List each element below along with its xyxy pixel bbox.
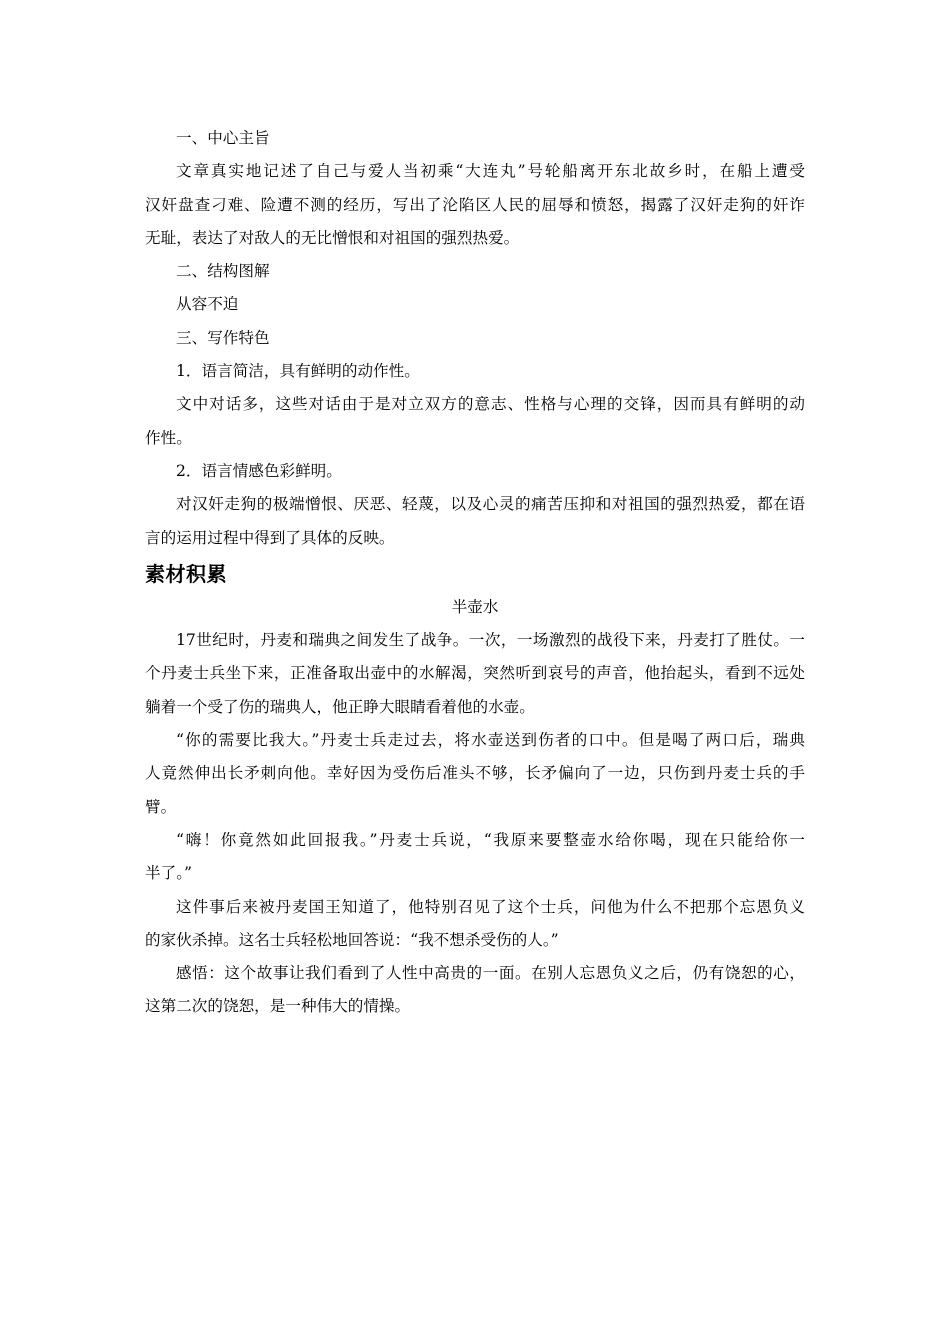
- paragraph-line: 的家伙杀掉。这名士兵轻松地回答说：“我不想杀受伤的人。”: [145, 930, 559, 949]
- paragraph-line: 无耻，表达了对敌人的无比憎恨和对祖国的强烈热爱。: [145, 228, 520, 247]
- story-paragraph-4: [145, 891, 805, 958]
- paragraph-line: 言的运用过程中得到了具体的反映。: [145, 528, 395, 547]
- paragraph-line: 个丹麦士兵坐下来，正准备取出壶中的水解渴，突然听到哀号的声音，他抬起头，看到不远处: [145, 664, 805, 683]
- paragraph-line: 臂。: [145, 797, 177, 816]
- paragraph-line: 感悟：这个故事让我们看到了人性中高贵的一面。在别人忘恩负义之后，仍有饶恕的心，: [176, 964, 805, 983]
- story-paragraph-3: [145, 824, 805, 891]
- material-section-heading: 素材积累: [145, 561, 227, 586]
- story-paragraph-1: [145, 624, 805, 724]
- paragraph-line: 人竟然伸出长矛刺向他。幸好因为受伤后准头不够，长矛偏向了一边，只伤到丹麦士兵的手: [145, 764, 805, 783]
- paragraph-line: 文中对话多，这些对话由于是对立双方的意志、性格与心理的交锋，因而具有鲜明的动: [176, 395, 805, 414]
- structure-text: 从容不迫: [176, 295, 239, 314]
- paragraph-line: 半了。”: [145, 864, 192, 883]
- section-heading-writing-features: 三、写作特色: [176, 328, 270, 347]
- paragraph-line: 这第二次的饶恕，是一种伟大的情操。: [145, 997, 411, 1016]
- central-idea-paragraph: [145, 155, 805, 255]
- feature-point-1-title: 1．语言简洁，具有鲜明的动作性。: [176, 362, 420, 381]
- paragraph-line: 躺着一个受了伤的瑞典人，他正睁大眼睛看着他的水壶。: [145, 697, 535, 716]
- paragraph-line: 17世纪时，丹麦和瑞典之间发生了战争。一次，一场激烈的战役下来，丹麦打了胜仗。一: [176, 631, 805, 650]
- paragraph-line: 对汉奸走狗的极端憎恨、厌恶、轻蔑，以及心灵的痛苦压抑和对祖国的强烈热爱，都在语: [176, 495, 805, 514]
- feature-point-2-title: 2．语言情感色彩鲜明。: [176, 461, 342, 480]
- paragraph-line: 汉奸盘查刁难、险遭不测的经历，写出了沦陷区人民的屈辱和愤怒，揭露了汉奸走狗的奸诈: [145, 195, 805, 214]
- document-content: [145, 122, 805, 1024]
- paragraph-line: 这件事后来被丹麦国王知道了，他特别召见了这个士兵，问他为什么不把那个忘恩负义: [176, 897, 805, 916]
- paragraph-line: “你的需要比我大。”丹麦士兵走过去，将水壶送到伤者的口中。但是喝了两口后，瑞典: [176, 731, 805, 750]
- section-heading-structure: 二、结构图解: [176, 262, 270, 281]
- paragraph-line: 作性。: [145, 428, 192, 447]
- paragraph-line: 文章真实地记述了自己与爱人当初乘“大连丸”号轮船离开东北故乡时，在船上遭受: [176, 162, 805, 181]
- story-insight-paragraph: [145, 957, 805, 1024]
- feature-point-2-paragraph: [145, 488, 805, 555]
- story-title: 半壶水: [451, 597, 499, 616]
- section-heading-central-idea: 一、中心主旨: [176, 129, 270, 147]
- story-paragraph-2: [145, 724, 805, 824]
- paragraph-line: “嗨！你竟然如此回报我。”丹麦士兵说，“我原来要整壶水给你喝，现在只能给你一: [176, 830, 805, 849]
- feature-point-1-paragraph: [145, 388, 805, 455]
